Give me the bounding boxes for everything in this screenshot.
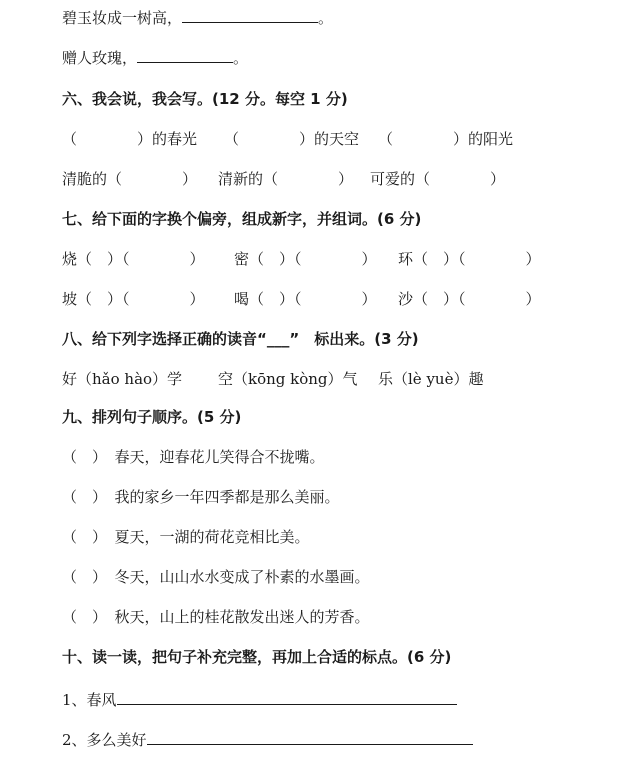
section6-row2-item: 可爱的（ ） [370, 170, 506, 188]
section6-row1-item: （ ）的天空 [224, 130, 360, 148]
section6-row1-item: （ ）的春光 [62, 130, 198, 148]
section7-row2-item: 坡（ ）（ ） [62, 290, 205, 308]
poem-line-1-text: 碧玉妆成一树高， [62, 9, 183, 27]
section6-row2-item: 清脆的（ ） [62, 170, 198, 188]
section7-row1-item: 烧（ ）（ ） [62, 250, 205, 268]
section10-heading: 十、读一读，把句子补充完整，再加上合适的标点。(6 分) [62, 648, 452, 666]
section6-row1-item: （ ）的阳光 [378, 130, 514, 148]
poem-fill-line-1: 碧玉妆成一树高， 。 [62, 6, 333, 29]
order-sentence: （ ） 冬天，山山水水变成了朴素的水墨画。 [62, 568, 370, 586]
pinyin-item: 好（hǎo hào）学 [62, 370, 183, 388]
section9-heading: 九、排列句子顺序。(5 分) [62, 408, 242, 426]
section7-row2-item: 沙（ ）（ ） [398, 290, 541, 308]
answer-blank[interactable] [117, 688, 457, 705]
order-sentence: （ ） 春天，迎春花儿笑得合不拢嘴。 [62, 448, 325, 466]
complete-sentence-2: 2、多么美好 [62, 728, 473, 751]
answer-blank[interactable] [182, 6, 318, 23]
section6-heading: 六、我会说，我会写。(12 分。每空 1 分) [62, 90, 348, 108]
order-sentence: （ ） 秋天，山上的桂花散发出迷人的芳香。 [62, 608, 370, 626]
section7-row1-item: 密（ ）（ ） [234, 250, 377, 268]
section7-heading: 七、给下面的字换个偏旁，组成新字，并组词。(6 分) [62, 210, 422, 228]
section7-row1-item: 环（ ）（ ） [398, 250, 541, 268]
answer-blank[interactable] [147, 728, 473, 745]
pinyin-item: 乐（lè yuè）趣 [378, 370, 484, 388]
section8-heading: 八、给下列字选择正确的读音“___” 标出来。(3 分) [62, 330, 419, 348]
pinyin-item: 空（kōng kòng）气 [218, 370, 358, 388]
order-sentence: （ ） 我的家乡一年四季都是那么美丽。 [62, 488, 340, 506]
order-sentence: （ ） 夏天，一湖的荷花竞相比美。 [62, 528, 310, 546]
poem-fill-line-2: 赠人玫瑰， 。 [62, 46, 248, 69]
poem-line-2-text: 赠人玫瑰， [62, 49, 138, 67]
section6-row2-item: 清新的（ ） [218, 170, 354, 188]
section7-row2-item: 喝（ ）（ ） [234, 290, 377, 308]
complete-sentence-1: 1、春风 [62, 688, 457, 711]
answer-blank[interactable] [137, 46, 233, 63]
